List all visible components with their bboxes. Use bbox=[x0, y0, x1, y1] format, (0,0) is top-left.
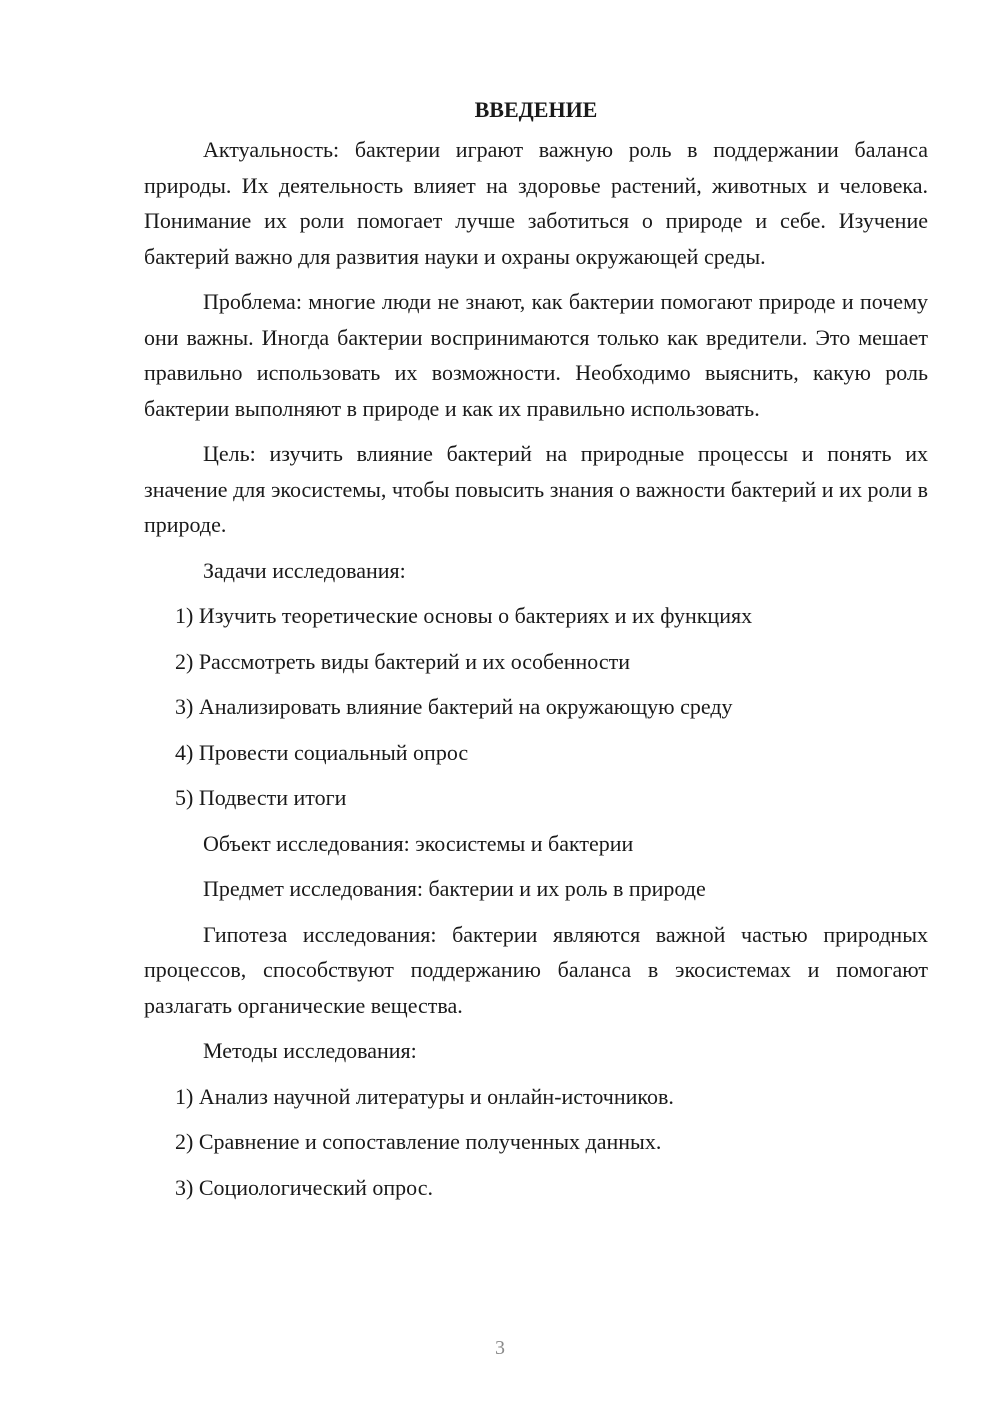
subject-line: Предмет исследования: бактерии и их роль в природе bbox=[203, 876, 706, 901]
tasks-list bbox=[144, 598, 928, 816]
page-number: 3 bbox=[495, 1337, 505, 1359]
methods-list-item: 3) Социологический опрос. bbox=[175, 1174, 433, 1200]
tasks-list-item: 2) Рассмотреть виды бактерий и их особенности bbox=[175, 648, 630, 674]
relevance-paragraph: Актуальность: бактерии играют важную роль в поддержании баланса природы. Их деятельность влияет на здоровье растений, животных и человека. Понимание их роли помогает лучше заботиться о природе и себе. Изучение бактерий важно для развития науки и охраны окружающей среды. bbox=[144, 137, 928, 269]
problem-paragraph: Проблема: многие люди не знают, как бактерии помогают природе и почему они важны. Иногда бактерии воспринимаются только как вредители. Это мешает правильно использовать их возможности. Необходимо выяснить, какую роль бактерии выполняют в природе и как их правильно использовать. bbox=[144, 289, 928, 421]
tasks-list-item: 3) Анализировать влияние бактерий на окружающую среду bbox=[175, 694, 733, 719]
methods-list-item: 1) Анализ научной литературы и онлайн-источников. bbox=[175, 1083, 674, 1109]
methods-list bbox=[144, 1079, 928, 1206]
tasks-list-item: 1) Изучить теоретические основы о бактериях и их функциях bbox=[175, 603, 753, 628]
goal-paragraph: Цель: изучить влияние бактерий на природные процессы и понять их значение для экосистемы, чтобы повысить знания о важности бактерий и их роли в природе. bbox=[144, 441, 928, 537]
tasks-list-item: 5) Подвести итоги bbox=[175, 785, 347, 810]
hypothesis-paragraph: Гипотеза исследования: бактерии являются важной частью природных процессов, способствуют поддержанию баланса в экосистемах и помогают разлагать органические вещества. bbox=[144, 921, 928, 1018]
section-heading: ВВЕДЕНИЕ bbox=[474, 97, 598, 122]
tasks-title: Задачи исследования: bbox=[203, 557, 406, 583]
methods-title: Методы исследования: bbox=[203, 1038, 417, 1063]
methods-list-item: 2) Сравнение и сопоставление полученных данных. bbox=[175, 1129, 662, 1154]
tasks-list-item: 4) Провести социальный опрос bbox=[175, 739, 469, 765]
page-content bbox=[144, 92, 928, 1215]
object-line: Объект исследования: экосистемы и бактерии bbox=[203, 830, 634, 856]
